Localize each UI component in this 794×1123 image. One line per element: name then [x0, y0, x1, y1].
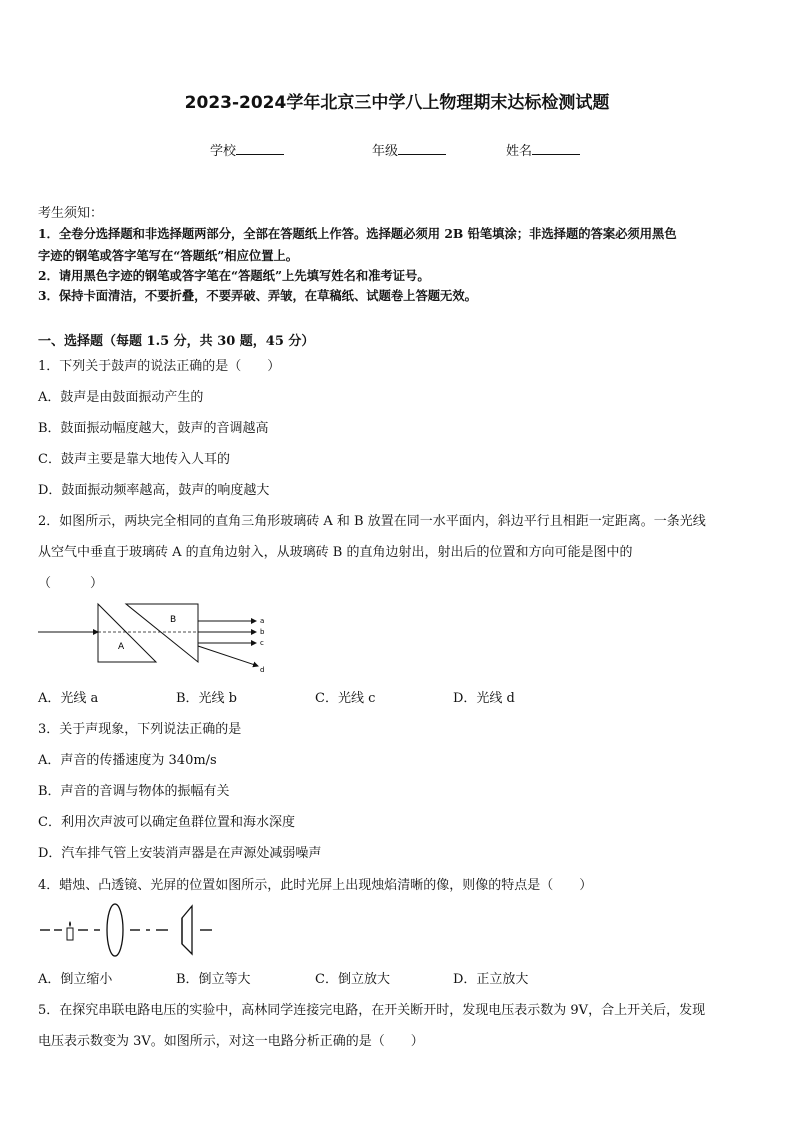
q3-option-b: B．声音的音调与物体的振幅有关 — [38, 784, 230, 799]
notice-item-1-line-1: 1．全卷分选择题和非选择题两部分，全部在答题纸上作答。选择题必须用 2B 铅笔填涂；非选择题的答案必须用黑色 — [38, 226, 677, 241]
label-ray-c: c — [260, 639, 264, 647]
notice-item-1-line-2: 字迹的钢笔或答字笔写在“答题纸”相应位置上。 — [38, 248, 299, 263]
label-ray-a: a — [260, 617, 265, 625]
q3-option-d: D．汽车排气管上安装消声器是在声源处减弱噪声 — [38, 846, 322, 861]
ray-d — [198, 646, 258, 666]
candle-icon — [67, 921, 73, 940]
school-label: 学校 — [210, 144, 237, 159]
q2-option-d: D．光线 d — [453, 691, 515, 706]
grade-blank — [398, 142, 446, 155]
q4-option-c: C．倒立放大 — [315, 972, 390, 987]
q1-option-a: A．鼓声是由鼓面振动产生的 — [38, 390, 204, 405]
notice-heading: 考生须知： — [38, 206, 104, 221]
section-heading: 一、选择题（每题 1.5 分，共 30 题，45 分） — [38, 334, 315, 349]
q2-stem-line-1: 2．如图所示，两块完全相同的直角三角形玻璃砖 A 和 B 放置在同一水平面内，斜边平行且相距一定距离。一条光线 — [38, 514, 706, 529]
q4-option-d: D．正立放大 — [453, 972, 529, 987]
school-blank — [236, 142, 284, 155]
notice-item-3: 3．保持卡面清洁，不要折叠，不要弄破、弄皱，在草稿纸、试题卷上答题无效。 — [38, 288, 477, 303]
label-prism-b: B — [170, 615, 177, 625]
q5-stem-line-1: 5．在探究串联电路电压的实验中，高林同学连接完电路，在开关断开时，发现电压表示数为 9V，合上开关后，发现 — [38, 1003, 706, 1018]
q4-option-b: B．倒立等大 — [176, 972, 251, 987]
q4-optical-bench-figure — [40, 902, 220, 958]
q3-option-c: C．利用次声波可以确定鱼群位置和海水深度 — [38, 815, 295, 830]
label-ray-b: b — [260, 628, 265, 636]
school-field — [210, 140, 284, 159]
q1-option-b: B．鼓面振动幅度越大，鼓声的音调越高 — [38, 421, 269, 436]
q1-option-c: C．鼓声主要是靠大地传入人耳的 — [38, 452, 230, 467]
q2-option-a: A．光线 a — [38, 691, 99, 706]
notice-item-2: 2．请用黑色字迹的钢笔或答字笔在“答题纸”上先填写姓名和准考证号。 — [38, 268, 430, 283]
label-prism-a: A — [118, 642, 125, 652]
q3-stem: 3．关于声现象，下列说法正确的是 — [38, 722, 242, 737]
grade-field — [372, 140, 446, 159]
q4-option-a: A．倒立缩小 — [38, 972, 113, 987]
prism-b — [126, 604, 198, 662]
q3-option-a: A．声音的传播速度为 340m/s — [38, 753, 217, 768]
q4-stem: 4．蜡烛、凸透镜、光屏的位置如图所示，此时光屏上出现烛焰清晰的像，则像的特点是（ ） — [38, 878, 593, 893]
name-blank — [532, 142, 580, 155]
exam-title: 2023-2024学年北京三中学八上物理期末达标检测试题 — [184, 93, 610, 113]
name-field — [506, 140, 580, 159]
q1-stem: 1．下列关于鼓声的说法正确的是（ ） — [38, 359, 281, 374]
label-ray-d: d — [260, 666, 265, 674]
q2-option-c: C．光线 c — [315, 691, 376, 706]
q2-prism-figure — [38, 598, 278, 678]
q2-stem-line-2: 从空气中垂直于玻璃砖 A 的直角边射入，从玻璃砖 B 的直角边射出，射出后的位置和方向可能是图中的 — [38, 545, 633, 560]
prism-a — [98, 604, 156, 662]
q5-stem-line-2: 电压表示数变为 3V。如图所示，对这一电路分析正确的是（ ） — [38, 1034, 424, 1049]
q1-option-d: D．鼓面振动频率越高，鼓声的响度越大 — [38, 483, 270, 498]
q2-stem-line-3: （ ） — [38, 576, 104, 591]
q2-option-b: B．光线 b — [176, 691, 238, 706]
screen-icon — [182, 906, 192, 954]
convex-lens-icon — [107, 904, 123, 956]
grade-label: 年级 — [372, 144, 399, 159]
name-label: 姓名 — [506, 144, 533, 159]
